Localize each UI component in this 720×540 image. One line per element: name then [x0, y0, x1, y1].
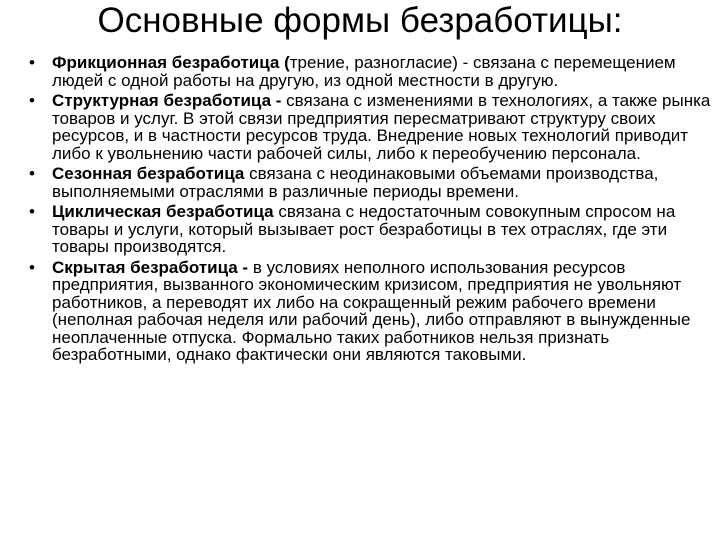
bullet-text: связана с неодинаковыми объемами производства, выполняемыми отраслями в различные периоды времени. [52, 164, 659, 201]
bullet-item-frictional [29, 54, 713, 89]
bullet-item-structural [29, 92, 713, 162]
bullet-text: в условиях неполного использования ресурсов предприятия, вызванного экономическим кризисом, предприятия не увольняют работников, а переводят их либо на сокращенный режим рабочего времени (неполная рабочая неделя или рабочий день), либо отправляют в вынужденные неоплаченные отпуска. Формально таких работников нельзя признать безработными, однако фактически они являются таковыми. [52, 257, 691, 364]
bullet-text: связана с изменениями в технологиях, а также рынка товаров и услуг. В этой связи предприятия пересматривают структуру своих ресурсов, и в частности ресурсов труда. Внедрение новых технологий приводит либо к увольнению части рабочей силы, либо к переобучению персонала. [52, 91, 711, 163]
bullet-list [29, 54, 713, 367]
slide-title: Основные формы безработицы: [97, 1, 623, 40]
bullet-icon: • [29, 164, 35, 183]
bullet-icon: • [29, 91, 35, 110]
bullet-term: Структурная безработица - [52, 91, 282, 110]
bullet-icon: • [29, 202, 35, 221]
bullet-item-hidden [29, 259, 713, 364]
bullet-icon: • [29, 257, 35, 277]
bullet-term: Фрикционная безработица ( [52, 53, 290, 72]
bullet-term: Скрытая безработица - [52, 257, 249, 277]
bullet-item-cyclical [29, 203, 713, 256]
bullet-term: Сезонная безработица [52, 164, 245, 183]
bullet-text: трение, разногласие) - связана с перемещением людей с одной работы на другую, из одной местности в другую. [52, 53, 676, 90]
bullet-term: Циклическая безработица [52, 202, 274, 221]
bullet-icon: • [29, 53, 35, 72]
bullet-item-seasonal [29, 165, 713, 200]
bullet-text: связана с недостаточным совокупным спросом на товары и услуги, который вызывает рост безработицы в тех отраслях, где эти товары производятся. [52, 202, 676, 256]
